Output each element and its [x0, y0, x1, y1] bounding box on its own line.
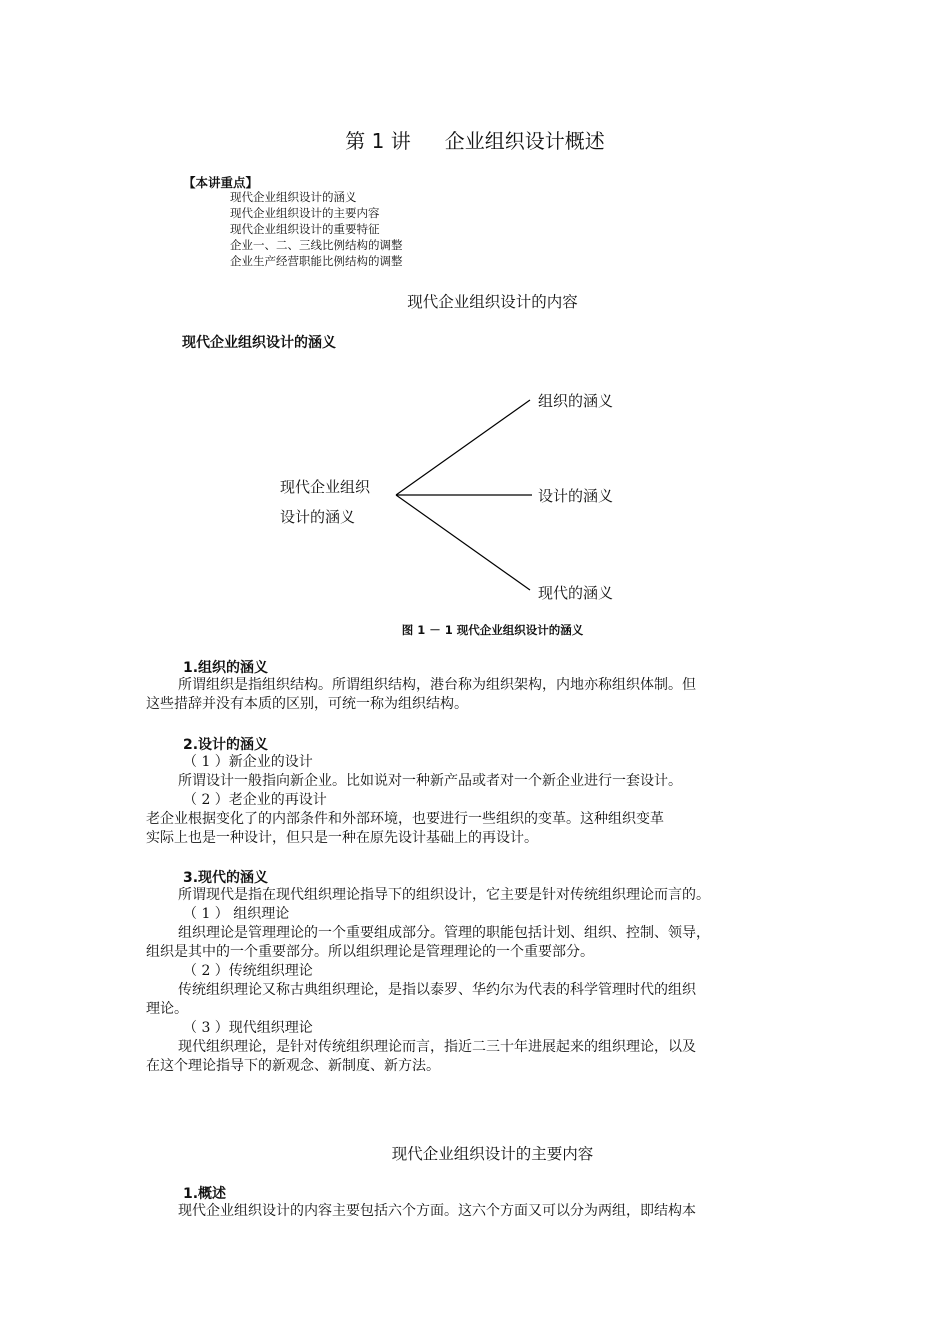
- branch-line-top: [396, 400, 530, 495]
- paragraph-line: 老企业根据变化了的内部条件和外部环境，也要进行一些组织的变革。这种组织变革: [146, 811, 664, 827]
- paragraph-line: 组织是其中的一个重要部分。所以组织理论是管理理论的一个重要部分。: [146, 944, 594, 960]
- part-heading: 1.概述: [183, 1186, 227, 1202]
- paragraph-line: 传统组织理论又称古典组织理论，是指以泰罗、华约尔为代表的科学管理时代的组织: [178, 982, 696, 998]
- diagram-branch-design: 设计的涵义: [538, 487, 614, 505]
- document-title: [0, 125, 950, 154]
- branch-line-bottom: [396, 495, 530, 590]
- diagram-root-label: 现代企业组织: [280, 478, 371, 496]
- subsection-heading: 现代企业组织设计的涵义: [182, 335, 336, 351]
- figure-caption: 图 1 － 1 现代企业组织设计的涵义: [401, 623, 584, 637]
- paragraph-line: 在这个理论指导下的新观念、新制度、新方法。: [146, 1058, 440, 1074]
- key-point-item: 企业一、二、三线比例结构的调整: [230, 238, 403, 252]
- key-point-item: 企业生产经营职能比例结构的调整: [230, 254, 403, 268]
- sub-heading: （ 1 ）新企业的设计: [183, 754, 313, 770]
- key-point-item: 现代企业组织设计的重要特征: [230, 222, 380, 236]
- sub-heading: （ 2 ）传统组织理论: [183, 963, 313, 979]
- part-heading: 3.现代的涵义: [183, 870, 269, 886]
- diagram-branch-modern: 现代的涵义: [538, 584, 614, 602]
- paragraph-line: 现代组织理论，是针对传统组织理论而言，指近二三十年进展起来的组织理论，以及: [178, 1039, 696, 1055]
- title-lecture-number: 第 1 讲: [345, 129, 411, 153]
- section-heading: 现代企业组织设计的主要内容: [391, 1145, 594, 1163]
- section-heading: 现代企业组织设计的内容: [407, 293, 578, 311]
- concept-diagram: [260, 380, 660, 610]
- key-point-item: 现代企业组织设计的涵义: [230, 190, 357, 204]
- paragraph-line: 所谓设计一般指向新企业。比如说对一种新产品或者对一个新企业进行一套设计。: [178, 773, 682, 789]
- part-heading: 1.组织的涵义: [183, 660, 269, 676]
- sub-heading: （ 1 ） 组织理论: [183, 906, 290, 922]
- title-text: 企业组织设计概述: [444, 129, 605, 153]
- sub-heading: （ 3 ）现代组织理论: [183, 1020, 313, 1036]
- diagram-root-label: 设计的涵义: [280, 508, 356, 526]
- key-points-heading: 【本讲重点】: [183, 175, 259, 190]
- paragraph-line: 这些措辞并没有本质的区别，可统一称为组织结构。: [146, 696, 468, 712]
- paragraph-line: 所谓组织是指组织结构。所谓组织结构，港台称为组织架构，内地亦称组织体制。但: [178, 677, 696, 693]
- paragraph-line: 现代企业组织设计的内容主要包括六个方面。这六个方面又可以分为两组，即结构本: [178, 1203, 696, 1219]
- part-heading: 2.设计的涵义: [183, 737, 269, 753]
- paragraph-line: 组织理论是管理理论的一个重要组成部分。管理的职能包括计划、组织、控制、领导，: [178, 925, 710, 941]
- paragraph-line: 实际上也是一种设计，但只是一种在原先设计基础上的再设计。: [146, 830, 538, 846]
- diagram-branch-organization: 组织的涵义: [538, 392, 614, 410]
- key-point-item: 现代企业组织设计的主要内容: [230, 206, 380, 220]
- paragraph-line: 理论。: [146, 1001, 188, 1017]
- paragraph-line: 所谓现代是指在现代组织理论指导下的组织设计，它主要是针对传统组织理论而言的。: [178, 887, 710, 903]
- sub-heading: （ 2 ）老企业的再设计: [183, 792, 327, 808]
